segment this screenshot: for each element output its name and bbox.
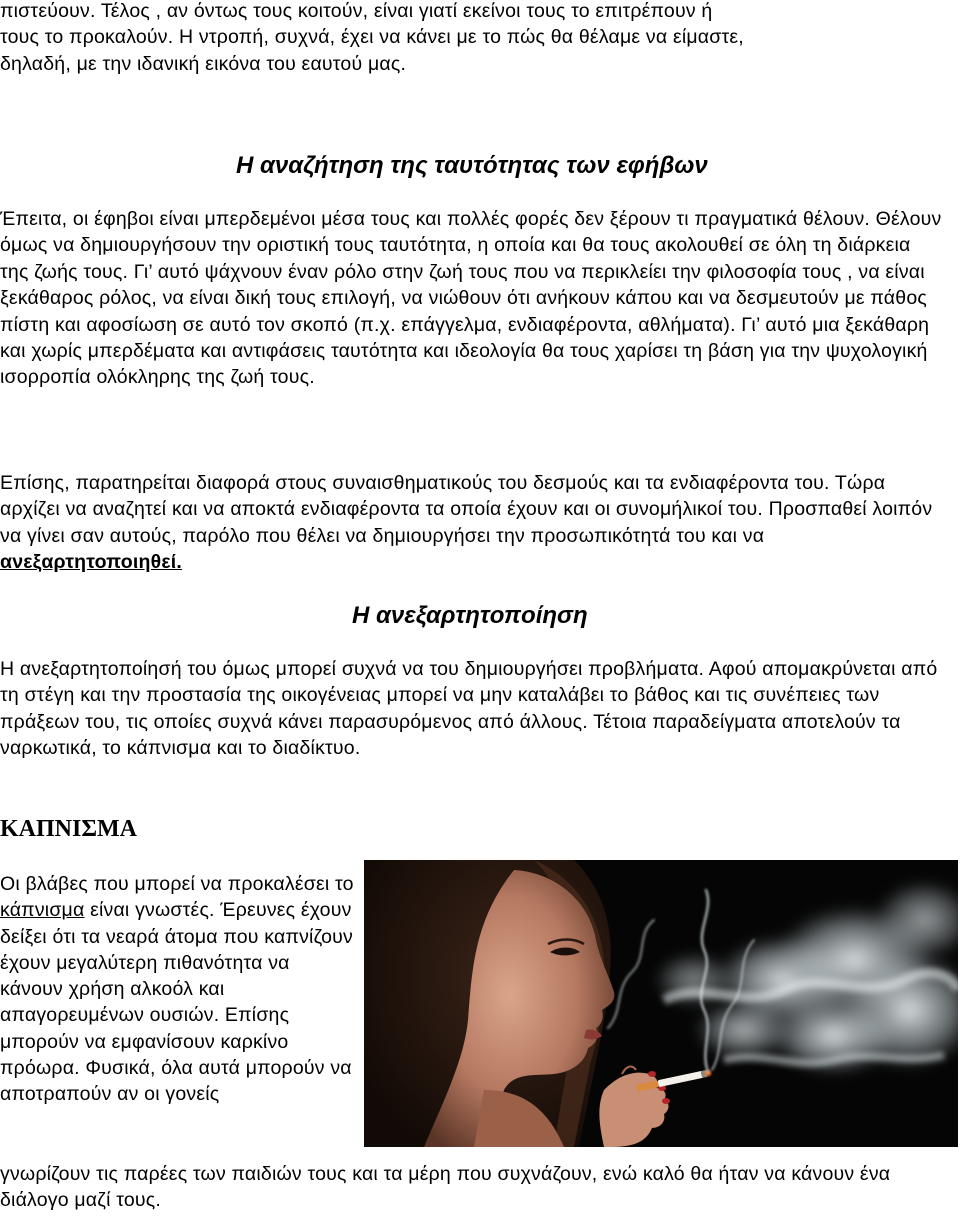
photo-young-woman-smoking-illustration bbox=[364, 860, 958, 1147]
smoking-text-rest: είναι γνωστές. Έρευνες έχουν δείξει ότι τα νεαρά άτομα που καπνίζουν έχουν μεγαλύτερη πιθανότητα να κάνουν χρήση αλκοόλ και απαγορευμένων ουσιών. Επίσης μπορούν να εμφανίσουν καρκίνο πρόωρα. Φυσικά, όλα αυτά μπορούν να αποτραπούν αν οι γονείς bbox=[0, 899, 353, 1106]
intro-paragraph bbox=[0, 0, 944, 77]
intro-line-2: τους το προκαλούν. Η ντροπή, συχνά, έχει να κάνει με το πώς θα θέλαμε να είμαστε, bbox=[0, 26, 744, 49]
smoking-heading: ΚΑΠΝΙΣΜΑ bbox=[0, 816, 138, 842]
interests-paragraph bbox=[0, 470, 944, 576]
interests-text: Επίσης, παρατηρείται διαφορά στους συναισθηματικούς του δεσμούς και τα ενδιαφέροντα του. Τώρα αρχίζει να αναζητεί και να αποκτά ενδιαφέροντα τα οποία έχουν και οι συνομήλικοί του. Προσπαθεί λοιπόν να γίνει σαν αυτούς, παρόλο που θέλει να δημιουργήσει την προσωπικότητά του και να bbox=[0, 472, 933, 547]
photo-young-woman-smoking bbox=[364, 860, 958, 1147]
independence-paragraph: Η ανεξαρτητοποίησή του όμως μπορεί συχνά να του δημιουργήσει προβλήματα. Αφού απομακρύνεται από τη στέγη και την προστασία της οικογένειας μπορεί να μην καταλάβει το βάθος και τις συνέπειες των πράξεων του, τις οποίες συχνά κάνει παρασυρόμενος από άλλους. Τέτοια παραδείγματα αποτελούν τα ναρκωτικά, το κάπνισμα και το διαδίκτυο. bbox=[0, 658, 938, 760]
smoking-tail-paragraph: γνωρίζουν τις παρέες των παιδιών τους και τα μέρη που συχνάζουν, ενώ καλό θα ήταν να κάνουν ένα διάλογο μαζί τους. bbox=[0, 1163, 891, 1212]
independence-heading: Η ανεξαρτητοποίηση bbox=[352, 602, 588, 629]
smoking-link[interactable]: κάπνισμα bbox=[0, 899, 85, 922]
identity-paragraph: Έπειτα, οι έφηβοι είναι μπερδεμένοι μέσα τους και πολλές φορές δεν ξέρουν τι πραγματικά θέλουν. Θέλουν όμως να δημιουργήσουν την οριστική τους ταυτότητα, η οποία και θα τους ακολουθεί σε όλη τη διάρκεια της ζωής τους. Γι’ αυτό ψάχνουν έναν ρόλο στην ζωή τους που να περικλείει την φιλοσοφία τους , να είναι ξεκάθαρος ρόλος, να είναι δική τους επιλογή, να νιώθουν ότι ανήκουν κάπου και να δεσμευτούν με πάθος πίστη και αφοσίωση σε αυτό τον σκοπό (π.χ. επάγγελμα, ενδιαφέροντα, αθλήματα). Γι’ αυτό μια ξεκάθαρη και χωρίς μπερδέματα και αντιφάσεις ταυτότητα και ιδεολογία θα τους χαρίσει τη βάση για την ψυχολογική ισορροπία ολόκληρης της ζωή τους. bbox=[0, 208, 942, 389]
smoking-text-start: Οι βλάβες που μπορεί να προκαλέσει το bbox=[0, 873, 354, 895]
intro-line-1: πιστεύουν. Τέλος , αν όντως τους κοιτούν, είναι γιατί εκείνοι τους το επιτρέπουν ή bbox=[0, 0, 713, 22]
identity-heading: Η αναζήτηση της ταυτότητας των εφήβων bbox=[236, 152, 708, 179]
intro-line-3: δηλαδή, με την ιδανική εικόνα του εαυτού μας. bbox=[0, 52, 407, 75]
independence-link[interactable]: ανεξαρτητοποιηθεί. bbox=[0, 551, 183, 574]
smoking-paragraph bbox=[0, 871, 356, 1108]
